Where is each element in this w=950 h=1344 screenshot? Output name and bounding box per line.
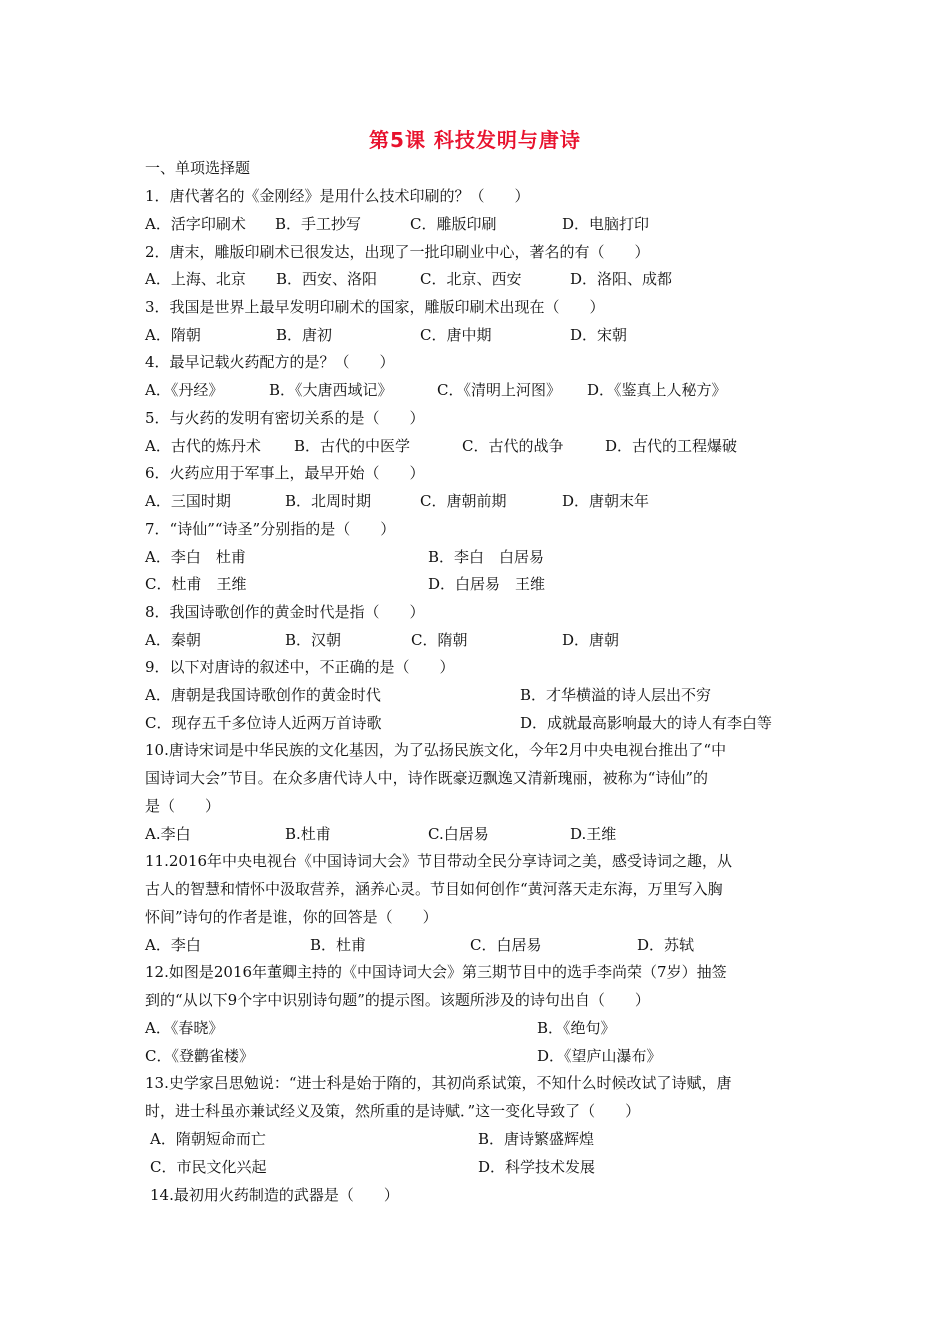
question-1-option-b: B．手工抄写 bbox=[275, 215, 362, 233]
question-10-option-c: C.白居易 bbox=[428, 825, 489, 843]
question-10-stem-line-2: 国诗词大会”节目。在众多唐代诗人中，诗作既豪迈飘逸又清新瑰丽，被称为“诗仙”的 bbox=[145, 769, 709, 787]
question-11-option-c: C．白居易 bbox=[470, 936, 542, 954]
question-5-option-c: C．古代的战争 bbox=[462, 437, 564, 455]
question-1-stem: 1．唐代著名的《金刚经》是用什么技术印刷的？（ ） bbox=[145, 187, 530, 205]
question-10-option-a: A.李白 bbox=[145, 825, 191, 843]
question-7-option-a: A．李白 杜甫 bbox=[145, 548, 246, 566]
question-10-option-d: D.王维 bbox=[570, 825, 617, 843]
question-6-option-c: C．唐朝前期 bbox=[420, 492, 507, 510]
question-4-option-d: D．《鉴真上人秘方》 bbox=[587, 381, 727, 399]
question-10-stem-line-1: 10.唐诗宋词是中华民族的文化基因，为了弘扬民族文化，今年2月中央电视台推出了“中 bbox=[145, 741, 727, 759]
question-13-option-b: B．唐诗繁盛辉煌 bbox=[478, 1130, 595, 1148]
question-11-stem-line-1: 11.2016年中央电视台《中国诗词大会》节目带动全民分享诗词之美，感受诗词之趣，从 bbox=[145, 852, 733, 870]
question-11-option-d: D．苏轼 bbox=[637, 936, 695, 954]
question-3-option-b: B．唐初 bbox=[276, 326, 333, 344]
question-1-option-a: A．活字印刷术 bbox=[145, 215, 246, 233]
question-6-stem: 6．火药应用于军事上，最早开始（ ） bbox=[145, 464, 425, 482]
question-12-option-b: B．《绝句》 bbox=[537, 1019, 616, 1037]
question-12-option-c: C．《登鹳雀楼》 bbox=[145, 1047, 254, 1065]
question-9-option-b: B．才华横溢的诗人层出不穷 bbox=[520, 686, 712, 704]
question-9-option-d: D．成就最高影响最大的诗人有李白等 bbox=[520, 714, 773, 732]
question-8-stem: 8．我国诗歌创作的黄金时代是指（ ） bbox=[145, 603, 425, 621]
question-8-option-a: A．秦朝 bbox=[145, 631, 201, 649]
question-7-option-d: D．白居易 王维 bbox=[428, 575, 546, 593]
question-6-option-b: B．北周时期 bbox=[285, 492, 372, 510]
question-4-option-a: A．《丹经》 bbox=[145, 381, 224, 399]
question-9-option-a: A．唐朝是我国诗歌创作的黄金时代 bbox=[145, 686, 381, 704]
question-13-option-a: A．隋朝短命而亡 bbox=[150, 1130, 266, 1148]
section-heading: 一、单项选择题 bbox=[145, 159, 251, 177]
question-7-option-b: B．李白 白居易 bbox=[428, 548, 545, 566]
question-8-option-c: C．隋朝 bbox=[411, 631, 468, 649]
question-12-stem-line-1: 12.如图是2016年董卿主持的《中国诗词大会》第三期节目中的选手李尚荣（7岁）抽签 bbox=[145, 963, 727, 981]
question-4-stem: 4．最早记载火药配方的是？（ ） bbox=[145, 353, 395, 371]
question-10-option-b: B.杜甫 bbox=[285, 825, 331, 843]
question-8-option-b: B．汉朝 bbox=[285, 631, 342, 649]
question-2-option-a: A．上海、北京 bbox=[145, 270, 246, 288]
question-4-option-b: B．《大唐西域记》 bbox=[269, 381, 393, 399]
question-9-option-c: C．现存五千多位诗人近两万首诗歌 bbox=[145, 714, 382, 732]
question-1-option-c: C．雕版印刷 bbox=[410, 215, 497, 233]
page-title: 第5课 科技发明与唐诗 bbox=[369, 128, 581, 152]
question-5-option-a: A．古代的炼丹术 bbox=[145, 437, 261, 455]
question-5-stem: 5．与火药的发明有密切关系的是（ ） bbox=[145, 409, 425, 427]
question-11-option-a: A．李白 bbox=[145, 936, 201, 954]
question-4-option-c: C．《清明上河图》 bbox=[437, 381, 561, 399]
question-3-option-a: A．隋朝 bbox=[145, 326, 201, 344]
question-5-option-b: B．古代的中医学 bbox=[294, 437, 411, 455]
question-11-stem-line-3: 怀间”诗句的作者是谁，你的回答是（ ） bbox=[145, 908, 438, 926]
question-2-option-b: B．西安、洛阳 bbox=[276, 270, 378, 288]
question-5-option-d: D．古代的工程爆破 bbox=[605, 437, 738, 455]
question-3-option-c: C．唐中期 bbox=[420, 326, 492, 344]
question-13-stem-line-1: 13.史学家吕思勉说：“进士科是始于隋的，其初尚系试策，不知什么时候改试了诗赋，唐 bbox=[145, 1074, 732, 1092]
question-13-option-c: C．市民文化兴起 bbox=[150, 1158, 267, 1176]
question-8-option-d: D．唐朝 bbox=[562, 631, 620, 649]
question-6-option-a: A．三国时期 bbox=[145, 492, 231, 510]
question-14-stem: 14.最初用火药制造的武器是（ ） bbox=[150, 1186, 399, 1204]
question-9-stem: 9．以下对唐诗的叙述中，不正确的是（ ） bbox=[145, 658, 455, 676]
question-11-option-b: B．杜甫 bbox=[310, 936, 367, 954]
question-10-stem-line-3: 是（ ） bbox=[145, 797, 221, 815]
question-7-stem: 7．“诗仙”“诗圣”分别指的是（ ） bbox=[145, 520, 396, 538]
question-2-option-c: C．北京、西安 bbox=[420, 270, 522, 288]
question-2-stem: 2．唐末，雕版印刷术已很发达，出现了一批印刷业中心，著名的有（ ） bbox=[145, 243, 650, 261]
question-1-option-d: D．电脑打印 bbox=[562, 215, 650, 233]
question-12-option-d: D．《望庐山瀑布》 bbox=[537, 1047, 662, 1065]
question-12-option-a: A．《春晓》 bbox=[145, 1019, 224, 1037]
question-3-option-d: D．宋朝 bbox=[570, 326, 628, 344]
question-3-stem: 3．我国是世界上最早发明印刷术的国家，雕版印刷术出现在（ ） bbox=[145, 298, 605, 316]
question-6-option-d: D．唐朝末年 bbox=[562, 492, 650, 510]
question-11-stem-line-2: 古人的智慧和情怀中汲取营养，涵养心灵。节目如何创作“黄河落天走东海，万里写入胸 bbox=[145, 880, 723, 898]
question-13-stem-line-2: 时，进士科虽亦兼试经义及策，然所重的是诗赋．”这一变化导致了（ ） bbox=[145, 1102, 641, 1120]
question-13-option-d: D．科学技术发展 bbox=[478, 1158, 596, 1176]
question-7-option-c: C．杜甫 王维 bbox=[145, 575, 247, 593]
question-12-stem-line-2: 到的“从以下9个字中识别诗句题”的提示图。该题所涉及的诗句出自（ ） bbox=[145, 991, 650, 1009]
question-2-option-d: D．洛阳、成都 bbox=[570, 270, 673, 288]
